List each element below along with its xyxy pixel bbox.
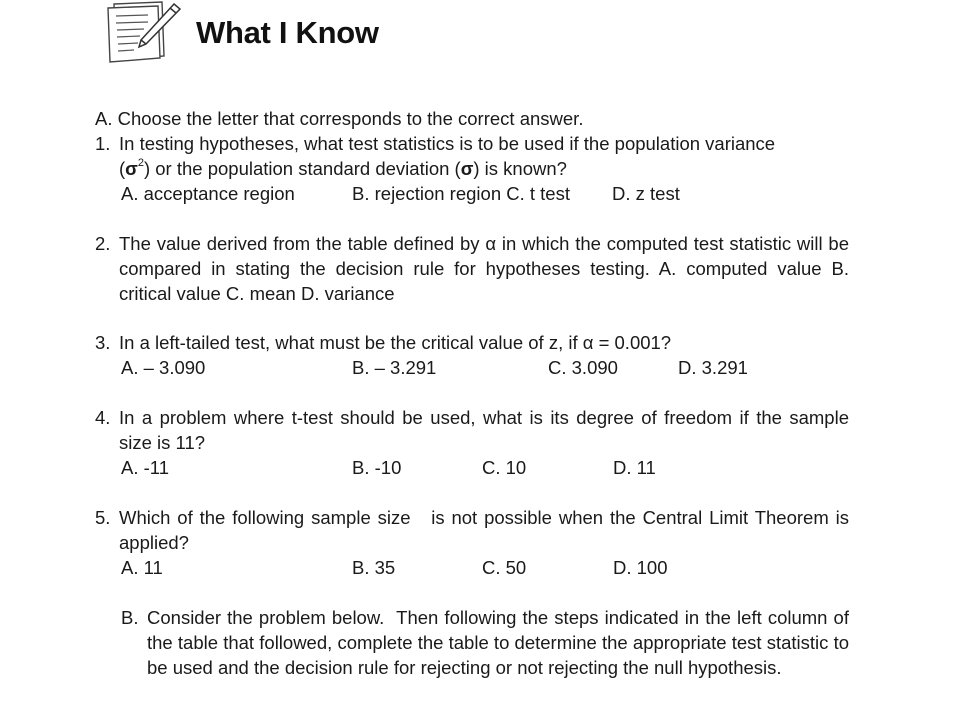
- question-number: 3.: [95, 332, 111, 353]
- question-text: In a problem where t-test should be used, what is its degree of freedom if the sample size is 11?: [119, 407, 849, 453]
- answer-option: A. 11: [121, 557, 163, 578]
- page-title: What I Know: [196, 15, 379, 50]
- answer-option: B. -10: [352, 457, 402, 478]
- section-b-text: Consider the problem below. Then following the steps indicated in the left column of the table that followed, complete the table to determine the appropriate test statistic to be used and the decision rule for rejecting or not rejecting the null hypothesis.: [147, 607, 855, 678]
- answer-option: B. – 3.291: [352, 357, 437, 378]
- answer-option: A. -11: [121, 457, 169, 478]
- answer-option: C. 10: [482, 457, 527, 478]
- answer-option: D. z test: [612, 183, 680, 204]
- answer-option: B. rejection region C. t test: [352, 183, 570, 204]
- notebook-pencil-icon: [100, 0, 184, 64]
- question-text: In a left-tailed test, what must be the critical value of z, if α = 0.001?: [119, 332, 672, 353]
- answer-option: A. acceptance region: [121, 183, 295, 204]
- answer-option: B. 35: [352, 557, 396, 578]
- answer-option: C. 50: [482, 557, 527, 578]
- answer-option: D. 11: [613, 457, 656, 478]
- question-text: In testing hypotheses, what test statistics is to be used if the population variance: [119, 133, 776, 154]
- question-text: The value derived from the table defined by α in which the computed test statistic will be compared in stating the decision rule for hypotheses testing. A. computed value B. critical value C. mean D. variance: [119, 233, 849, 304]
- section-b-label: B.: [121, 607, 139, 628]
- answer-option: C. 3.090: [548, 357, 618, 378]
- question-number: 1.: [95, 133, 111, 154]
- answer-option: A. – 3.090: [121, 357, 206, 378]
- question-text-line2: $(\sigma^2)$ or the population standard deviation (σ) is known?: [119, 156, 567, 179]
- answer-option: D. 100: [613, 557, 668, 578]
- question-text: Which of the following sample size is not possible when the Central Limit Theorem is applied?: [119, 507, 855, 553]
- section-a-instruction: A. Choose the letter that corresponds to the correct answer.: [95, 108, 584, 129]
- question-number: 5.: [95, 507, 111, 528]
- answer-option: D. 3.291: [678, 357, 748, 378]
- question-number: 2.: [95, 233, 111, 254]
- question-number: 4.: [95, 407, 111, 428]
